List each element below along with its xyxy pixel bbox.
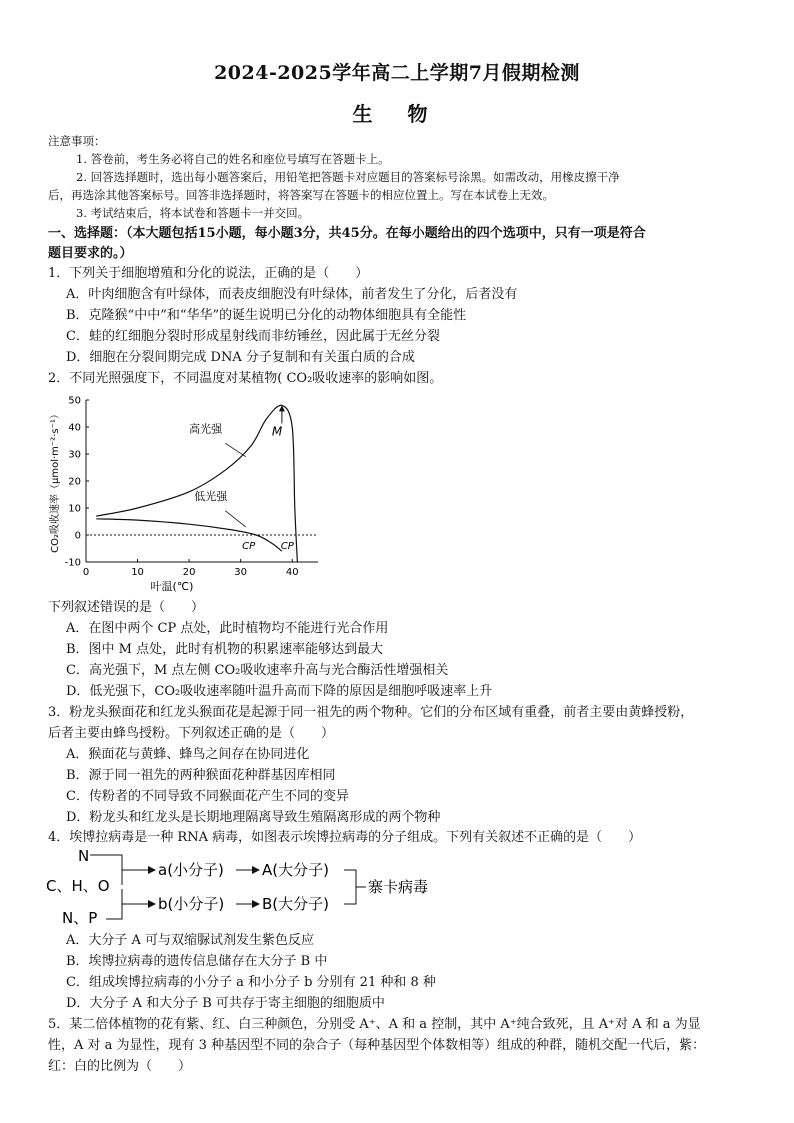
arrow-head-icon (252, 900, 260, 908)
q3-option-b: B．源于同一祖先的两种猴面花种群基因库相同 (66, 768, 336, 783)
y-tick-label: 30 (68, 449, 81, 461)
q4-option-c: C．组成埃博拉病毒的小分子 a 和小分子 b 分别有 21 种和 8 种 (66, 975, 436, 990)
diagram-b-small: b(小分子) (158, 895, 225, 913)
notice-item: 3. 考试结束后，将本试卷和答题卡一并交回。 (76, 206, 310, 220)
y-tick-label: -10 (64, 557, 81, 569)
diagram-B-big: B(大分子) (262, 895, 329, 913)
annotation-cp: CP (280, 541, 294, 552)
leader-line (225, 443, 246, 457)
y-tick-label: 40 (68, 422, 81, 434)
question-1-stem: 1．下列关于细胞增殖和分化的说法，正确的是（ ） (48, 266, 369, 281)
y-tick-label: 0 (74, 530, 81, 542)
q1-option-d: D．细胞在分裂间期完成 DNA 分子复制和有关蛋白质的合成 (66, 350, 415, 365)
question-3-stem: 3．粉龙头猴面花和红龙头猴面花是起源于同一祖先的两个物种。它们的分布区域有重叠，前者主要由黄蜂授粉， (48, 705, 694, 720)
annotation-cp: CP (242, 541, 256, 552)
q3-option-a: A．猴面花与黄蜂、蜂鸟之间存在协同进化 (66, 747, 310, 762)
q2-option-a: A．在图中两个 CP 点处，此时植物均不能进行光合作用 (66, 621, 389, 636)
annotation-m: M (271, 424, 283, 439)
diagram-virus-label: 寨卡病毒 (368, 878, 429, 896)
y-axis-label: CO₂吸收速率（μmol·m⁻²·s⁻¹） (50, 409, 61, 553)
connector-line (106, 889, 154, 919)
exam-title: 2024-2025学年高二上学期7月假期检测 (214, 62, 580, 84)
q1-option-c: C．蛙的红细胞分裂时形成星射线而非纺锤丝，因此属于无丝分裂 (66, 329, 440, 344)
question-5-stem: 性，A 对 a 为显性，现有 3 种基因型不同的杂合子（每种基因型个体数相等）组成的种群，随机交配一代后，紫： (48, 1038, 706, 1053)
diagram-n-label: N (78, 847, 90, 865)
q4-option-d: D．大分子 A 和大分子 B 可共存于寄主细胞的细胞质中 (66, 996, 385, 1011)
q2-option-c: C．高光强下，M 点左侧 CO₂吸收速率升高与光合酶活性增强相关 (66, 663, 449, 678)
q2-option-b: B．图中 M 点处，此时有机物的积累速率能够达到最大 (66, 642, 384, 657)
q1-option-a: A．叶肉细胞含有叶绿体，而表皮细胞没有叶绿体，前者发生了分化，后者没有 (66, 287, 518, 302)
diagram-np-label: N、P (62, 909, 98, 927)
question-5-stem: 5．某二倍体植物的花有紫、红、白三种颜色，分别受 A⁺、A 和 a 控制，其中 A⁺纯合致死，且 A⁺对 A 和 a 为显 (48, 1017, 701, 1032)
q4-option-a: A．大分子 A 可与双缩脲试剂发生紫色反应 (66, 933, 315, 948)
question-4-stem: 4．埃博拉病毒是一种 RNA 病毒，如图表示埃博拉病毒的分子组成。下列有关叙述不正确的是（ ） (48, 830, 642, 845)
bracket-line (344, 870, 366, 904)
x-tick-label: 0 (82, 567, 90, 578)
y-tick-label: 20 (68, 476, 81, 488)
section-heading: 题目要求的。） (48, 246, 133, 261)
co2-chart (46, 390, 326, 600)
x-axis-label: 叶温(℃) (150, 580, 194, 593)
notice-item: 1. 答卷前，考生务必将自己的姓名和座位号填写在答题卡上。 (76, 152, 390, 166)
diagram-a-small: a(小分子) (158, 861, 224, 879)
notice-item: 后，再选涂其他答案标号。回答非选择题时，将答案写在答题卡的相应位置上。写在本试卷上无效。 (48, 188, 554, 202)
y-tick-label: 50 (68, 395, 81, 407)
x-tick-label: 40 (285, 567, 299, 578)
leader-line (225, 511, 246, 527)
y-tick-label: 10 (68, 503, 81, 515)
x-tick-label: 30 (234, 567, 248, 578)
subject-title: 生 物 (352, 102, 442, 126)
question-3-stem: 后者主要由蜂鸟授粉。下列叙述正确的是（ ） (48, 726, 335, 741)
q4-option-b: B．埃博拉病毒的遗传信息储存在大分子 B 中 (66, 954, 328, 969)
q3-option-c: C．传粉者的不同导致不同猴面花产生不同的变异 (66, 789, 349, 804)
question-5-stem: 红：白的比例为（ ） (48, 1059, 192, 1074)
question-2-prompt: 下列叙述错误的是（ ） (48, 600, 205, 615)
section-heading: 一、选择题：（本大题包括15小题，每小题3分，共45分。在每小题给出的四个选项中，只有一项是符合 (48, 226, 646, 241)
series-label: 高光强 (189, 422, 223, 436)
x-tick-label: 20 (182, 567, 196, 578)
notice-heading: 注意事项： (48, 134, 106, 148)
virus-composition-diagram (44, 845, 464, 927)
q1-option-b: B．克隆猴“中中”和“华华”的诞生说明已分化的动物体细胞具有全能性 (66, 308, 467, 323)
arrow-head-icon (148, 866, 156, 874)
arrow-head-icon (148, 900, 156, 908)
notice-item: 2. 回答选择题时，选出每小题答案后，用铅笔把答题卡对应题目的答案标号涂黑。如需改动，用橡皮擦干净 (76, 170, 620, 184)
diagram-A-big: A(大分子) (262, 861, 329, 879)
arrow-head-icon (252, 866, 260, 874)
q2-option-d: D．低光强下，CO₂吸收速率随叶温升高而下降的原因是细胞呼吸速率上升 (66, 684, 493, 699)
series-label: 低光强 (194, 489, 228, 503)
x-tick-label: 10 (131, 567, 144, 578)
q3-option-d: D．粉龙头和红龙头是长期地理隔离导致生殖隔离形成的两个物种 (66, 810, 441, 825)
diagram-cho-label: C、H、O (46, 877, 110, 895)
question-2-stem: 2．不同光照强度下，不同温度对某植物( CO₂吸收速率的影响如图。 (48, 371, 443, 386)
